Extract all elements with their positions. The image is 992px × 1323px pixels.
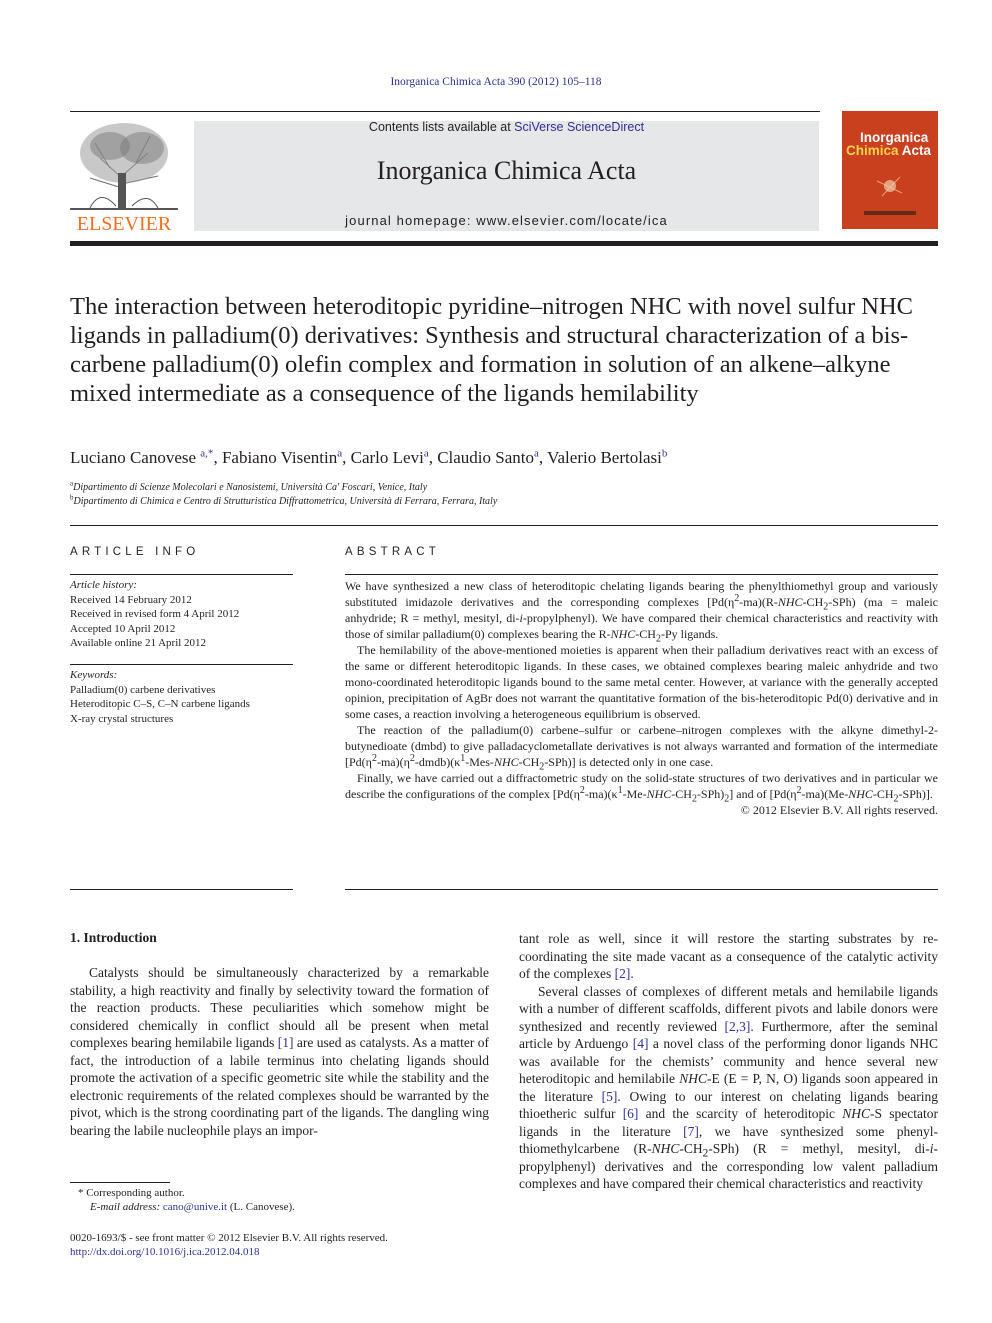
intro-column-left — [70, 964, 489, 1139]
citation-link[interactable]: [4] — [632, 1036, 649, 1051]
footnote-rule — [70, 1182, 170, 1183]
abstract-paragraph: We have synthesized a new class of heteroditopic chelating ligands bearing the phenylthiomethyl group and variously substituted imidazole derivatives and the corresponding complexes [$Pd(\eta^2-ma)(R-NHC-CH_2-SPh) (ma$ = maleic anhydride; R = methyl, mesityl, di-i-propylphenyl). We have compared their chemical characteristics and reactivity with those of similar palladium(0) complexes bearing the $R-NHC-CH_2-Py$ ligands. — [345, 579, 938, 645]
history-item: Received 14 February 2012 — [70, 593, 192, 606]
abstract-body — [345, 578, 938, 818]
abstract-paragraph: The reaction of the palladium(0) carbene–sulfur or carbene–nitrogen complexes with the alkyne dimethyl-2-butynedioate (dmbd) to give palladacyclometallate derivatives is not always warranted and formation of the intermediate $[Pd(\eta^2-ma)(\eta^2-dmdb)(\kappa^1-Mes-NHC-CH_2-SPh)]$ is detected only in one case. — [345, 723, 938, 773]
intro-column-right — [519, 930, 938, 1193]
author-affil-link[interactable]: a — [337, 447, 343, 460]
keyword-item: Palladium(0) carbene derivatives — [70, 683, 216, 696]
body-paragraph: tant role as well, since it will restore the starting substrates by re-coordinating the site made vacant as a consequence of the catalytic activity of the complexes [2]. — [519, 931, 938, 981]
article-history: Article history: Received 14 February 2012 Received in revised form 4 April 2012 Accepted 10 April 2012 Available online 21 April 2012 — [70, 578, 293, 651]
info-bottom-rule — [70, 889, 293, 890]
doi-link[interactable]: http://dx.doi.org/10.1016/j.ica.2012.04.018 — [70, 1246, 260, 1258]
article-title: The interaction between heteroditopic pyridine–nitrogen NHC with novel sulfur NHC ligands in palladium(0) derivatives: Synthesis and structural characterization of a bis-carbene palladium(0) olefin complex and formation in solution of an alkene–alkyne mixed intermediate as a consequence of the ligands hemilability — [70, 293, 914, 407]
citation-link[interactable]: [6] — [622, 1106, 639, 1121]
author-name: Claudio Santo — [437, 448, 535, 467]
corresponding-note: Corresponding author. — [86, 1187, 185, 1199]
abstract-paragraph: The hemilability of the above-mentioned moieties is apparent when their palladium derivatives react with an excess of the same or different heteroditopic ligands. In these cases, we obtained complexes bearing maleic anhydride and two mono-coordinated heteroditopic ligands bound to the same metal center. However, at variance with the generally accepted opinion, precipitation of AgBr does not warrant the quantitative formation of the bis-heteroditopic Pd(0) derivative and in some cases, a reaction involving a heterogeneous equilibrium is observed. — [345, 643, 938, 721]
citation-link[interactable]: [7] — [683, 1123, 699, 1139]
journal-reference[interactable]: Inorganica Chimica Acta 390 (2012) 105–118 — [390, 76, 602, 88]
footnote: * Corresponding author. E-mail address: cano@unive.it (L. Canovese). — [78, 1187, 295, 1213]
abstract-heading: ABSTRACT — [345, 546, 440, 558]
citation-link[interactable]: [2] — [614, 966, 631, 981]
affiliation-a: $^a$Dipartimento di Scienze Molecolari e Nanosistemi, Università Ca' Foscari, Venice, Italy — [70, 479, 428, 493]
citation-link[interactable]: [1] — [277, 1035, 294, 1050]
abstract-bottom-rule — [345, 889, 938, 890]
header-thick-rule — [70, 241, 938, 246]
copyright-notice: © 2012 Elsevier B.V. All rights reserved. — [740, 803, 938, 817]
publisher-name: ELSEVIER — [76, 213, 172, 233]
author-name: Carlo Levi — [350, 448, 424, 467]
citation-link[interactable]: [5] — [601, 1088, 618, 1104]
front-matter — [70, 1231, 570, 1259]
issn-line: 0020-1693/$ - see front matter © 2012 Elsevier B.V. All rights reserved. — [70, 1232, 388, 1244]
sciencedirect-link[interactable]: SciVerse ScienceDirect — [514, 120, 645, 134]
info-rule — [70, 664, 293, 665]
author-name: Luciano Canovese — [70, 448, 197, 467]
elsevier-tree-icon — [70, 118, 178, 233]
citation-link[interactable]: [2,3] — [724, 1018, 751, 1034]
header-rule — [70, 111, 820, 112]
author-affil-link[interactable]: a — [423, 447, 429, 460]
abstract-paragraph: Finally, we have carried out a diffractometric study on the solid-state structures of two derivatives and in particular we describe the configurations of the complex $[Pd(\eta^2-ma)(\kappa^1-Me-NHC-CH_2-SPh)_2]$ and of $[Pd(\eta^2-ma)(Me-NHC-CH_2-SPh)]$. — [345, 771, 938, 805]
email-link[interactable]: cano@unive.it — [162, 1201, 228, 1213]
keyword-item: Heteroditopic C–S, C–N carbene ligands — [70, 698, 250, 710]
journal-cover — [842, 111, 938, 229]
author-list: Luciano Canovese $^{a,*}$, Fabiano Visentin$^a$, Carlo Levi$^a$, Claudio Santo$^a$, Valerio Bertolasi$^b$ — [70, 447, 668, 467]
article-info-heading: ARTICLE INFO — [70, 546, 200, 558]
body-paragraph: Catalysts should be simultaneously characterized by a remarkable stability, a high reactivity and finally by selectivity toward the formation of the reaction products. These peculiarities which somehow might be considered chemically in conflict should all be present when metal complexes bearing hemilabile ligands [1] are used as catalysts. As a matter of fact, the introduction of a labile terminus into chelating ligands should promote the activation of a specific geometric site while the stability and the electronic requirements of the related complexes should be warranted by the pivot, which is the strong coordinating part of the ligands. The dangling wing bearing the labile nucleophile plays an impor- — [70, 965, 489, 1138]
author-affil-link[interactable]: b — [661, 447, 668, 460]
history-item: Available online 21 April 2012 — [70, 637, 207, 649]
author-name: Fabiano Visentin — [221, 448, 338, 467]
author-affil-link[interactable]: a — [534, 447, 539, 460]
abstract-rule — [345, 574, 938, 575]
journal-homepage: journal homepage: www.elsevier.com/locate/ica — [345, 213, 668, 228]
elsevier-logo — [70, 118, 178, 233]
cover-art-icon — [842, 111, 938, 229]
cover-title: Inorganica Chimica Acta — [846, 130, 932, 158]
author-name: Valerio Bertolasi — [547, 448, 662, 467]
history-item: Accepted 10 April 2012 — [70, 622, 176, 635]
contents-line: Contents lists available at SciVerse ScienceDirect — [368, 120, 645, 134]
keyword-item: X-ray crystal structures — [70, 712, 174, 725]
journal-name: Inorganica Chimica Acta — [376, 156, 637, 185]
affiliation-rule — [70, 525, 938, 526]
author-affil-link[interactable]: a,* — [200, 447, 214, 460]
affiliation-b: $^b$Dipartimento di Chimica e Centro di Strutturistica Diffrattometrica, Università di Ferrara, Ferrara, Italy — [70, 493, 498, 507]
history-item: Received in revised form 4 April 2012 — [70, 608, 240, 620]
keywords: Keywords: Palladium(0) carbene derivatives Heteroditopic C–S, C–N carbene ligands X-ray crystal structures — [70, 668, 293, 726]
intro-heading: 1. Introduction — [70, 930, 157, 945]
info-rule — [70, 574, 293, 575]
body-paragraph: Several classes of complexes of different metals and hemilabile ligands with a number of different scaffolds, different pivots and labile donors were synthesized and recently reviewed [2,3]. Furthermore, after the seminal article by Arduengo [4] a novel class of the performing donor ligands NHC was available for the chemists’ community and hence several new heteroditopic and hemilabile NHC-E (E = P, N, O) ligands soon appeared in the literature [5]. Owing to our interest on chelating ligands bearing thioetheric sulfur [6] and the scarcity of heteroditopic NHC-S spectator ligands in the literature [7], we have synthesized some phenyl-thiomethylcarbene $(R-NHC-CH_2-SPh) (R$ = methyl, mesityl, di-i-propylphenyl) derivatives and the corresponding low valent palladium complexes and have compared their chemical characteristics and reactivity — [519, 983, 939, 1191]
